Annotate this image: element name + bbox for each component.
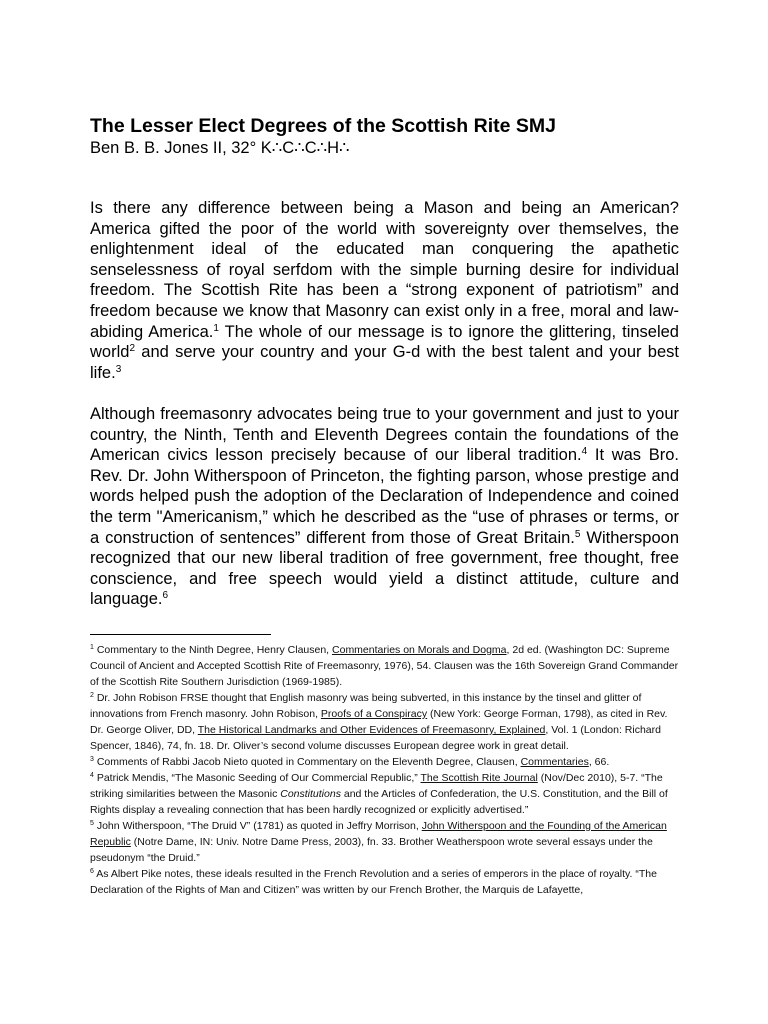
body-paragraph-1 (90, 198, 679, 383)
footnotes-section (90, 642, 680, 898)
footnote-ref-1: 1 (90, 644, 94, 651)
cited-title: Commentaries on Morals and Dogma (332, 644, 507, 656)
footnote-ref-2: 2 (90, 692, 94, 699)
footnote-2 (90, 690, 680, 754)
footnote-ref-6: 6 (162, 590, 169, 602)
italic-text: Constitutions (280, 788, 341, 800)
text-run: and the Articles of Confederation, the U.S. Constitution, and the Bill of Rights display a revealing connection that has been hardly recognized or explicitly advertised.” (90, 788, 668, 816)
footnote-ref-2: 2 (129, 343, 135, 355)
text-run: Is there any difference between being a Mason and being an American? America gifted the poor of the world with sovereignty over themselves, the enlightenment ideal of the educated man conquering the apathetic senselessness of royal serfdom with the simple burning desire for individual freedom. The Scottish Rite has been a “strong exponent of patriotism” and freedom because we know that Masonry can exist only in a free, moral and law-abiding America. (90, 199, 679, 341)
author-line: Ben B. B. Jones II, 32° K∴C∴C∴H∴ (90, 139, 350, 157)
text-run: It was Bro. Rev. Dr. John Witherspoon of Princeton, the fighting parson, whose prestige and words helped push the adoption of the Declaration of Independence and coined the term "Americanism,” which he described as the “use of phrases or terms, or a construction of sentences” different from those of Great Britain. (90, 446, 679, 547)
document-title: The Lesser Elect Degrees of the Scottish Rite SMJ (90, 115, 556, 137)
cited-title: The Scottish Rite Journal (420, 772, 538, 784)
text-run: (New York: George Forman, 1798), as cited in Rev. Dr. George Oliver, DD, (90, 708, 668, 736)
text-run: Although freemasonry advocates being true to your government and just to your country, the Ninth, Tenth and Eleventh Degrees contain the foundations of the American civics lesson precisely because of our liberal tradition. (90, 405, 679, 465)
text-run: Comments of Rabbi Jacob Nieto quoted in Commentary on the Eleventh Degree, Clausen, (93, 756, 521, 768)
footnote-ref-6: 6 (90, 868, 94, 875)
footnote-4 (90, 770, 680, 818)
footnote-ref-4: 4 (90, 772, 94, 779)
text-run: The whole of our message is to ignore the glittering, tinseled world (90, 322, 679, 362)
cited-title: John Witherspoon and the Founding of the American Republic (90, 820, 667, 848)
footnote-ref-5: 5 (574, 528, 581, 540)
footnote-3 (90, 754, 680, 770)
footnote-ref-1: 1 (213, 322, 219, 334)
cited-title: Commentaries (520, 756, 589, 768)
text-run: , 2d ed. (Washington DC: Supreme Council of Ancient and Accepted Scottish Rite of Freemasonry, 1976), 54. Clausen was the 16th Sovereign Grand Commander of the Scottish Rite Southern Jurisdiction (1969-1985). (90, 644, 679, 688)
footnote-ref-4: 4 (581, 446, 588, 458)
text-run: (Nov/Dec 2010), 5-7. “The striking similarities between the Masonic (90, 772, 663, 800)
text-run: , 66. (588, 756, 610, 768)
cited-title: Proofs of a Conspiracy (320, 708, 428, 720)
text-run: and serve your country and your G-d with the best talent and your best life. (90, 343, 679, 382)
footnote-5 (90, 818, 680, 866)
footnote-separator (90, 634, 271, 635)
text-run: Commentary to the Ninth Degree, Henry Clausen, (93, 644, 333, 656)
text-run: (Notre Dame, IN: Univ. Notre Dame Press, 2003), fn. 33. Brother Weatherspoon wrote several essays under the pseudonym “the Druid.” (90, 836, 653, 864)
text-run: John Witherspoon, “The Druid V” (1781) as quoted in Jeffry Morrison, (93, 820, 422, 832)
footnote-6 (90, 866, 680, 898)
text-run: Patrick Mendis, “The Masonic Seeding of Our Commercial Republic,” (93, 772, 421, 784)
text-run: As Albert Pike notes, these ideals resulted in the French Revolution and a series of emperors in the place of royalty. “The Declaration of the Rights of Man and Citizen” was written by our French Brother, the Marquis de Lafayette, (90, 868, 657, 896)
footnote-1 (90, 642, 680, 690)
text-run: , Vol. 1 (London: Richard Spencer, 1846), 74, fn. 18. Dr. Oliver’s second volume discusses European degree work in great detail. (90, 724, 661, 752)
text-run: Dr. John Robison FRSE thought that English masonry was being subverted, in this instance by the tinsel and glitter of innovations from French masonry. John Robison, (90, 692, 642, 720)
text-run: Witherspoon recognized that our new liberal tradition of free government, free thought, free conscience, and free speech would yield a distinct attitude, culture and language. (90, 528, 679, 609)
cited-title: The Historical Landmarks and Other Evidences of Freemasonry, Explained (197, 724, 546, 736)
footnote-ref-3: 3 (90, 756, 94, 763)
body-paragraph-2 (90, 404, 679, 610)
footnote-ref-3: 3 (115, 363, 122, 375)
footnote-ref-5: 5 (90, 820, 94, 827)
